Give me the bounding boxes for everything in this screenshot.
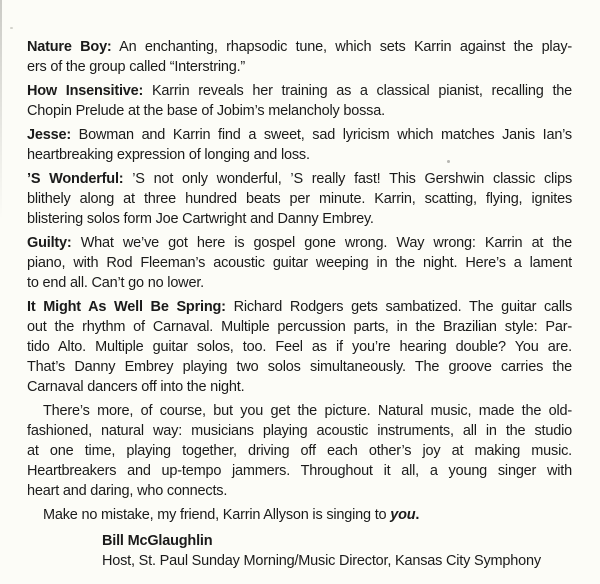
paragraph [27, 81, 572, 121]
closing-line [27, 505, 572, 525]
paragraph [27, 37, 572, 77]
text-line: There’s more, of course, but you get the picture. Natural music, made the old- [43, 403, 572, 419]
closing-pre: Make no mistake, my friend, Karrin Allyson is singing to [43, 507, 391, 523]
song-title: How Insensitive: [27, 83, 144, 99]
text-line: Heartbreakers and up-tempo jammers. Throughout it all, a young singer with [27, 463, 572, 479]
text-line: to end all. Can’t go no lower. [27, 275, 204, 291]
text-line: heart and daring, who connects. [27, 483, 228, 499]
song-notes [27, 37, 572, 501]
paragraph [27, 125, 572, 165]
author-name: Bill McGlaughlin [102, 533, 213, 549]
song-title: Guilty: [27, 235, 72, 251]
paragraph [27, 233, 572, 293]
text-line: out the rhythm of Carnaval. Multiple percussion parts, in the Brazilian style: Par- [27, 319, 572, 335]
liner-notes-text [27, 37, 572, 571]
closing-emphasis: you. [390, 507, 420, 523]
paragraph [27, 169, 572, 229]
text-line: blistering solos form Joe Cartwright and Danny Embrey. [27, 211, 374, 227]
song-title: ’S Wonderful: [27, 171, 124, 187]
text-line: blithely along at three hundred beats per minute. Karrin, scatting, flying, ignites [27, 191, 572, 207]
signature-block [27, 531, 572, 571]
text-line: Nature Boy: An enchanting, rhapsodic tune, which sets Karrin against the play- [27, 39, 572, 55]
song-title: Jesse: [27, 127, 71, 143]
author-title: Host, St. Paul Sunday Morning/Music Director, Kansas City Symphony [102, 553, 541, 569]
text-line: tido Alto. Multiple guitar solos, too. Feel as if you’re hearing double? You are. [27, 339, 572, 355]
text-line: ers of the group called “Interstring.” [27, 59, 246, 75]
song-title: Nature Boy: [27, 39, 112, 55]
text-line: piano, with Rod Fleeman’s acoustic guitar weeping in the night. Here’s a lament [27, 255, 572, 271]
text-line: heartbreaking expression of longing and loss. [27, 147, 310, 163]
text-line: Guilty: What we’ve got here is gospel gone wrong. Way wrong: Karrin at the [27, 235, 572, 251]
paragraph [27, 401, 572, 501]
text-line: at one time, playing together, driving off each other’s joy at making music. [27, 443, 572, 459]
scan-speck [10, 27, 13, 29]
text-line: fashioned, natural way: musicians playing acoustic instruments, all in the studio [27, 423, 572, 439]
paragraph [27, 297, 572, 397]
text-line: Carnaval dancers off into the night. [27, 379, 245, 395]
text-line: ’S Wonderful: ’S not only wonderful, ’S really fast! This Gershwin classic clips [27, 171, 572, 187]
song-title: It Might As Well Be Spring: [27, 299, 226, 315]
text-line: Jesse: Bowman and Karrin find a sweet, sad lyricism which matches Janis Ian’s [27, 127, 572, 143]
text-line: How Insensitive: Karrin reveals her training as a classical pianist, recalling the [27, 83, 572, 99]
text-line: Chopin Prelude at the base of Jobim’s melancholy bossa. [27, 103, 385, 119]
text-line: It Might As Well Be Spring: Richard Rodgers gets sambatized. The guitar calls [27, 299, 572, 315]
scan-edge-artifact [0, 0, 2, 220]
text-line: That’s Danny Embrey playing two solos simultaneously. The groove carries the [27, 359, 572, 375]
